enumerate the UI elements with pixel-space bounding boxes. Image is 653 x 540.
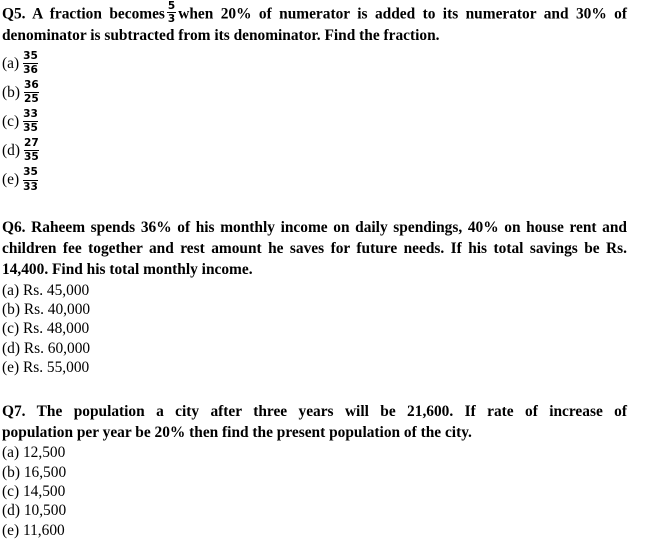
inline-fraction-denominator: 3 — [167, 12, 176, 25]
option-q5-e[interactable] — [2, 165, 627, 194]
question-q7-options — [2, 443, 627, 540]
option-fraction — [23, 167, 38, 192]
option-fraction-denominator: 25 — [23, 92, 39, 105]
option-label: (b) — [2, 300, 20, 318]
spacer — [2, 378, 627, 401]
option-label: (c) — [2, 112, 20, 130]
option-fraction-denominator: 33 — [23, 180, 38, 193]
question-q7-number: Q7. — [2, 402, 26, 420]
inline-fraction-five-thirds — [167, 1, 176, 24]
option-text: Rs. 48,000 — [22, 320, 90, 338]
option-text: Rs. 40,000 — [23, 300, 91, 318]
question-q7-text-line-1: The population a city after three years will be 21,600. If rate of increase of — [36, 402, 627, 420]
option-label: (a) — [2, 281, 20, 299]
option-q6-a[interactable] — [2, 281, 627, 300]
option-fraction — [24, 138, 39, 163]
question-q7-stem-line-2 — [2, 422, 627, 443]
option-label: (e) — [2, 521, 20, 539]
option-label: (a) — [2, 54, 20, 72]
question-q6-text: Raheem spends 36% of his monthly income on daily spendings, 40% on house rent and children fee together and rest amount he saves for future needs. If his total savings be Rs. 14,400. Find his total monthly income. — [2, 218, 627, 279]
option-label: (e) — [2, 171, 20, 189]
option-fraction-denominator: 35 — [23, 151, 39, 164]
option-q7-d[interactable] — [2, 501, 627, 520]
option-q7-c[interactable] — [2, 482, 627, 501]
option-q7-b[interactable] — [2, 463, 627, 482]
option-q5-c[interactable] — [2, 107, 627, 136]
option-q7-e[interactable] — [2, 521, 627, 540]
option-text: Rs. 60,000 — [23, 339, 91, 357]
option-text: 11,600 — [22, 521, 65, 539]
option-q6-e[interactable] — [2, 358, 627, 377]
option-label: (c) — [2, 320, 20, 338]
option-label: (a) — [2, 444, 20, 462]
option-fraction-numerator: 35 — [23, 49, 38, 62]
option-label: (d) — [2, 339, 20, 357]
option-text: 14,500 — [22, 482, 66, 500]
option-text: 12,500 — [22, 444, 66, 462]
question-q6-options — [2, 281, 627, 378]
option-fraction-numerator: 36 — [23, 78, 39, 91]
option-fraction-denominator: 35 — [23, 122, 38, 135]
option-text: 10,500 — [23, 502, 67, 520]
question-q5-text-part-1: A fraction becomes — [32, 5, 165, 23]
option-q5-d[interactable] — [2, 136, 627, 165]
option-text: Rs. 55,000 — [22, 359, 90, 377]
option-fraction — [24, 80, 39, 105]
question-q7-text-line-2: population per year be 20% then find the present population of the city. — [2, 423, 472, 441]
question-q7-stem-line-1 — [2, 401, 627, 422]
option-label: (d) — [2, 502, 20, 520]
option-q6-c[interactable] — [2, 319, 627, 338]
option-label: (e) — [2, 359, 20, 377]
option-label: (d) — [2, 142, 20, 160]
option-label: (b) — [2, 83, 20, 101]
option-fraction-numerator: 27 — [23, 137, 39, 150]
spacer — [2, 195, 627, 217]
question-q6-stem — [2, 217, 627, 281]
question-q5-options — [2, 49, 627, 195]
option-q7-a[interactable] — [2, 443, 627, 462]
option-fraction-numerator: 33 — [23, 108, 38, 121]
option-q5-a[interactable] — [2, 49, 627, 78]
option-q6-b[interactable] — [2, 300, 627, 319]
option-label: (c) — [2, 482, 20, 500]
question-q5-text-part-2: when 20% of numerator is added to its numerator and 30% of denominator is subtracted from its denominator. Find the fraction. — [2, 5, 627, 45]
option-fraction — [23, 109, 38, 134]
option-text: 16,500 — [23, 463, 67, 481]
question-q6-number: Q6. — [2, 218, 26, 236]
option-label: (b) — [2, 463, 20, 481]
option-q6-d[interactable] — [2, 339, 627, 358]
inline-fraction-numerator: 5 — [167, 0, 176, 12]
question-q5-stem — [2, 2, 627, 47]
option-text: Rs. 45,000 — [22, 281, 90, 299]
option-fraction — [23, 51, 38, 76]
question-q5-number: Q5. — [2, 5, 26, 23]
option-q5-b[interactable] — [2, 78, 627, 107]
option-fraction-numerator: 35 — [23, 166, 38, 179]
option-fraction-denominator: 36 — [23, 63, 38, 76]
